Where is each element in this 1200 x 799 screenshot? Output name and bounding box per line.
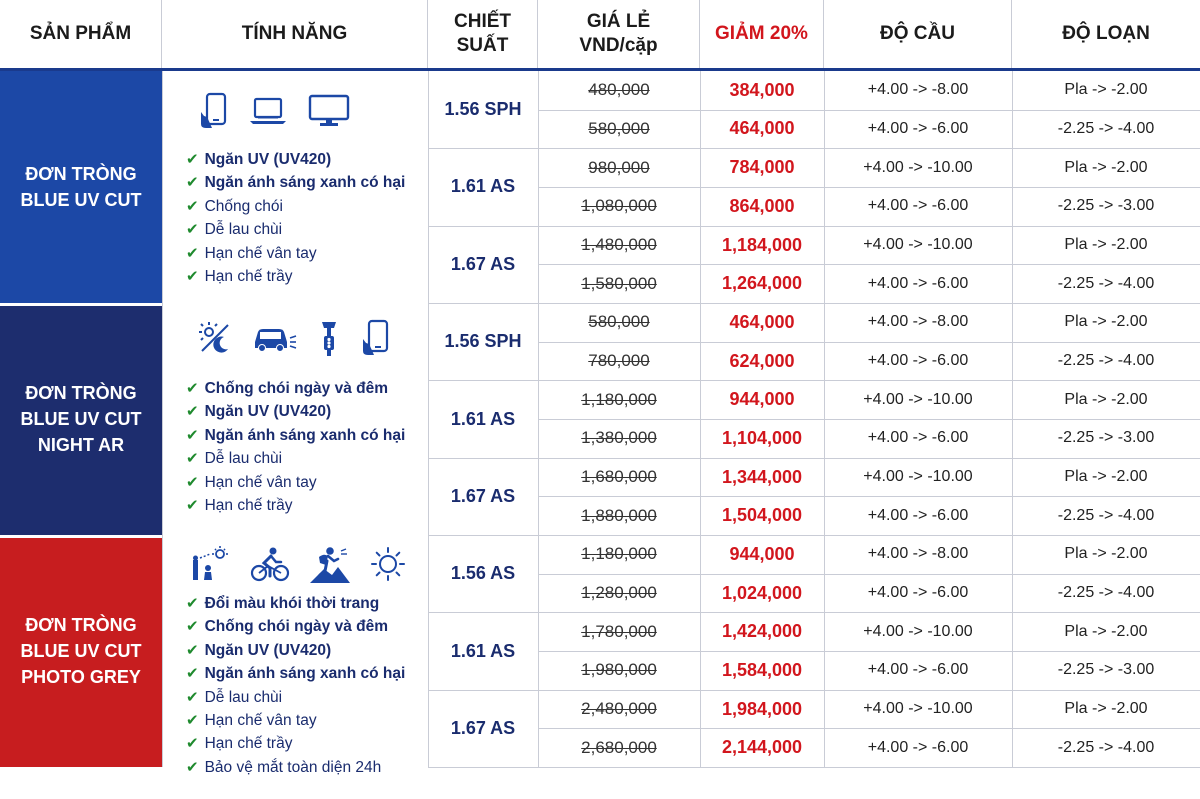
grid-line bbox=[428, 612, 1200, 613]
sphere-range: +4.00 -> -10.00 bbox=[863, 622, 973, 640]
check-icon: ✔ bbox=[186, 380, 199, 397]
feature-item bbox=[186, 148, 405, 171]
product-name-line: BLUE UV CUT bbox=[20, 641, 142, 662]
discount-price: 384,000 bbox=[729, 79, 795, 100]
header-retail-line2: VND/cặp bbox=[579, 35, 658, 56]
grid-line bbox=[428, 380, 1200, 381]
cylinder-range: Pla -> -2.00 bbox=[1064, 545, 1148, 563]
check-icon: ✔ bbox=[186, 268, 199, 286]
discount-price: 1,504,000 bbox=[721, 505, 803, 526]
feature-item bbox=[186, 471, 405, 494]
check-icon: ✔ bbox=[186, 197, 199, 215]
check-icon: ✔ bbox=[186, 151, 199, 168]
discount-price: 1,184,000 bbox=[721, 234, 803, 255]
feature-item bbox=[186, 686, 405, 709]
cylinder-range: Pla -> -2.00 bbox=[1064, 622, 1148, 640]
feature-item bbox=[186, 592, 405, 615]
retail-price: 1,780,000 bbox=[581, 621, 657, 641]
header-features: TÍNH NĂNG bbox=[162, 0, 428, 68]
retail-price: 1,980,000 bbox=[581, 660, 657, 680]
header-cylinder: ĐỘ LOẠN bbox=[1062, 23, 1150, 44]
product-cell bbox=[0, 303, 162, 535]
index-cell: 1.67 AS bbox=[450, 717, 516, 738]
sphere-range: +4.00 -> -6.00 bbox=[867, 584, 969, 602]
cyclist-icon bbox=[250, 546, 290, 582]
check-icon: ✔ bbox=[186, 641, 199, 659]
grid-line bbox=[0, 535, 428, 538]
sun-moon-icon bbox=[198, 321, 232, 355]
feature-item bbox=[186, 709, 405, 732]
sphere-range: +4.00 -> -6.00 bbox=[867, 738, 969, 756]
feature-text: Hạn chế trầy bbox=[204, 735, 293, 753]
feature-item bbox=[186, 494, 405, 517]
discount-price: 624,000 bbox=[729, 350, 795, 371]
retail-price: 2,680,000 bbox=[581, 737, 657, 757]
index-cell: 1.56 SPH bbox=[444, 99, 522, 120]
discount-price: 944,000 bbox=[729, 543, 795, 564]
retail-price: 1,480,000 bbox=[581, 235, 657, 254]
hiker-icon bbox=[310, 545, 350, 583]
retail-price: 1,380,000 bbox=[581, 428, 657, 448]
grid-line bbox=[428, 690, 1200, 691]
grid-line bbox=[428, 226, 1200, 227]
discount-price: 1,344,000 bbox=[721, 466, 803, 487]
product-cell bbox=[0, 71, 162, 303]
header-index bbox=[428, 0, 538, 68]
feature-item bbox=[186, 400, 405, 423]
feature-text: Ngăn ánh sáng xanh có hại bbox=[204, 665, 406, 683]
retail-price: 580,000 bbox=[588, 118, 650, 138]
discount-price: 864,000 bbox=[729, 195, 795, 216]
feature-item bbox=[186, 424, 405, 447]
discount-price: 944,000 bbox=[729, 389, 795, 410]
index-cell: 1.67 AS bbox=[450, 253, 516, 274]
sphere-range: +4.00 -> -8.00 bbox=[867, 545, 969, 563]
check-icon: ✔ bbox=[186, 712, 199, 730]
grid-line bbox=[428, 535, 1200, 536]
feature-icons bbox=[190, 545, 406, 583]
check-icon: ✔ bbox=[186, 244, 199, 262]
discount-price: 1,104,000 bbox=[721, 427, 803, 448]
check-icon: ✔ bbox=[186, 450, 199, 468]
index-cell: 1.61 AS bbox=[450, 408, 516, 429]
cylinder-range: Pla -> -2.00 bbox=[1064, 313, 1148, 331]
grid-line bbox=[538, 419, 1200, 420]
grid-line bbox=[538, 110, 1200, 111]
phone-hand-icon bbox=[198, 92, 228, 130]
sphere-range: +4.00 -> -8.00 bbox=[867, 81, 969, 99]
car-headlight-icon bbox=[252, 322, 298, 354]
product-name-line: NIGHT AR bbox=[37, 435, 125, 456]
check-icon: ✔ bbox=[186, 426, 199, 444]
discount-price: 1,984,000 bbox=[721, 698, 803, 719]
feature-text: Ngăn UV (UV420) bbox=[204, 151, 332, 168]
feature-text: Dễ lau chùi bbox=[204, 688, 283, 706]
product-cell bbox=[0, 535, 162, 767]
check-icon: ✔ bbox=[186, 735, 199, 753]
grid-line bbox=[428, 71, 429, 767]
retail-price: 1,580,000 bbox=[581, 273, 657, 293]
feature-item bbox=[186, 615, 405, 638]
sphere-range: +4.00 -> -6.00 bbox=[867, 506, 969, 524]
feature-text: Hạn chế vân tay bbox=[204, 244, 317, 262]
index-cell: 1.61 AS bbox=[450, 176, 516, 197]
retail-price: 1,280,000 bbox=[581, 583, 657, 603]
sphere-range: +4.00 -> -10.00 bbox=[863, 390, 973, 408]
header-product: SẢN PHẨM bbox=[0, 0, 162, 68]
index-cell: 1.56 AS bbox=[450, 563, 516, 584]
feature-text: Dễ lau chùi bbox=[204, 221, 283, 239]
retail-price: 1,180,000 bbox=[581, 544, 657, 564]
feature-text: Chống chói bbox=[204, 197, 283, 215]
retail-price: 1,880,000 bbox=[581, 505, 657, 525]
retail-price: 480,000 bbox=[588, 80, 650, 100]
feature-item bbox=[186, 756, 405, 779]
retail-price: 980,000 bbox=[588, 157, 650, 177]
grid-line bbox=[538, 651, 1200, 652]
grid-line bbox=[1012, 71, 1013, 767]
retail-price: 580,000 bbox=[588, 312, 650, 332]
cylinder-range: -2.25 -> -4.00 bbox=[1057, 352, 1155, 370]
feature-text: Ngăn UV (UV420) bbox=[204, 641, 332, 659]
check-icon: ✔ bbox=[186, 497, 199, 515]
check-icon: ✔ bbox=[186, 473, 199, 491]
retail-price: 780,000 bbox=[588, 351, 650, 371]
cylinder-range: Pla -> -2.00 bbox=[1064, 158, 1148, 176]
discount-price: 1,024,000 bbox=[721, 582, 803, 603]
header-sphere: ĐỘ CẦU bbox=[824, 0, 1012, 68]
cylinder-range: -2.25 -> -4.00 bbox=[1057, 274, 1155, 292]
feature-item bbox=[186, 218, 405, 241]
index-cell: 1.56 SPH bbox=[444, 331, 522, 352]
cylinder-range: -2.25 -> -3.00 bbox=[1057, 661, 1155, 679]
cylinder-range: Pla -> -2.00 bbox=[1064, 700, 1148, 718]
header-discount: GIẢM 20% bbox=[700, 0, 824, 68]
grid-line bbox=[428, 458, 1200, 459]
phone-hand-icon bbox=[360, 319, 390, 357]
feature-text: Hạn chế vân tay bbox=[204, 712, 317, 730]
cylinder-range: Pla -> -2.00 bbox=[1064, 236, 1148, 253]
cylinder-range: -2.25 -> -3.00 bbox=[1057, 429, 1155, 447]
discount-price: 464,000 bbox=[729, 311, 795, 332]
feature-item bbox=[186, 171, 405, 194]
grid-line bbox=[428, 148, 1200, 149]
grid-line bbox=[538, 496, 1200, 497]
cylinder-range: -2.25 -> -4.00 bbox=[1057, 584, 1155, 602]
product-name-line: PHOTO GREY bbox=[21, 667, 141, 688]
feature-item bbox=[186, 242, 405, 265]
product-name-line: ĐƠN TRÒNG bbox=[25, 615, 137, 636]
sphere-range: +4.00 -> -10.00 bbox=[863, 468, 973, 486]
feature-text: Bảo vệ mắt toàn diện 24h bbox=[204, 758, 382, 776]
feature-icons bbox=[198, 92, 350, 130]
grid-line bbox=[428, 767, 1200, 768]
feature-text: Chống chói ngày và đêm bbox=[204, 380, 389, 397]
grid-line bbox=[538, 728, 1200, 729]
sphere-range: +4.00 -> -6.00 bbox=[867, 274, 969, 292]
discount-price: 1,584,000 bbox=[721, 659, 803, 680]
cylinder-range: -2.25 -> -3.00 bbox=[1057, 197, 1155, 215]
sun-icon bbox=[370, 546, 406, 582]
sphere-range: +4.00 -> -10.00 bbox=[863, 158, 973, 176]
grid-line bbox=[538, 264, 1200, 265]
feature-text: Hạn chế vân tay bbox=[204, 473, 317, 491]
cylinder-range: Pla -> -2.00 bbox=[1064, 81, 1148, 99]
feature-list bbox=[186, 592, 405, 779]
feature-item bbox=[186, 662, 405, 685]
sphere-range: +4.00 -> -6.00 bbox=[867, 661, 969, 679]
sphere-range: +4.00 -> -10.00 bbox=[863, 700, 973, 718]
discount-price: 1,424,000 bbox=[721, 621, 803, 642]
feature-text: Ngăn UV (UV420) bbox=[204, 403, 332, 421]
laptop-icon bbox=[248, 96, 288, 126]
feature-text: Hạn chế trầy bbox=[204, 497, 293, 515]
retail-price: 1,180,000 bbox=[581, 389, 657, 409]
discount-price: 464,000 bbox=[729, 118, 795, 139]
index-cell: 1.61 AS bbox=[450, 640, 516, 661]
sphere-range: +4.00 -> -10.00 bbox=[863, 236, 973, 253]
feature-text: Đổi màu khói thời trang bbox=[204, 595, 380, 612]
feature-icons bbox=[198, 318, 390, 358]
discount-price: 1,264,000 bbox=[721, 273, 803, 294]
feature-item bbox=[186, 732, 405, 755]
header-index-line1: CHIẾT bbox=[454, 11, 511, 32]
feature-text: Hạn chế trầy bbox=[204, 268, 293, 286]
feature-item bbox=[186, 195, 405, 218]
cylinder-range: -2.25 -> -4.00 bbox=[1057, 738, 1155, 756]
feature-text: Chống chói ngày và đêm bbox=[204, 618, 389, 636]
check-icon: ✔ bbox=[186, 403, 199, 421]
feature-text: Ngăn ánh sáng xanh có hại bbox=[204, 174, 406, 192]
check-icon: ✔ bbox=[186, 174, 199, 192]
feature-item bbox=[186, 447, 405, 470]
grid-line bbox=[700, 71, 701, 767]
feature-list bbox=[186, 148, 405, 288]
grid-line bbox=[538, 187, 1200, 188]
header-retail-line1: GIÁ LẺ bbox=[586, 11, 651, 32]
grid-line bbox=[538, 574, 1200, 575]
sphere-range: +4.00 -> -8.00 bbox=[867, 313, 969, 331]
sphere-range: +4.00 -> -6.00 bbox=[867, 352, 969, 370]
retail-price: 1,080,000 bbox=[581, 196, 657, 216]
grid-line bbox=[538, 342, 1200, 343]
feature-text: Ngăn ánh sáng xanh có hại bbox=[204, 426, 406, 444]
discount-price: 2,144,000 bbox=[721, 737, 803, 758]
retail-price: 2,480,000 bbox=[581, 699, 657, 719]
feature-item bbox=[186, 377, 405, 400]
header-retail bbox=[538, 0, 700, 68]
product-name-line: BLUE UV CUT bbox=[20, 409, 142, 430]
check-icon: ✔ bbox=[186, 688, 199, 706]
cylinder-range: Pla -> -2.00 bbox=[1064, 468, 1148, 486]
feature-text: Dễ lau chùi bbox=[204, 450, 283, 468]
cylinder-range: Pla -> -2.00 bbox=[1064, 390, 1148, 408]
feature-item bbox=[186, 265, 405, 288]
cylinder-range: -2.25 -> -4.00 bbox=[1057, 119, 1155, 137]
discount-price: 784,000 bbox=[729, 157, 795, 178]
grid-line bbox=[0, 303, 428, 306]
header-index-line2: SUẤT bbox=[456, 35, 509, 56]
sphere-range: +4.00 -> -6.00 bbox=[867, 429, 969, 447]
monitor-icon bbox=[308, 94, 350, 128]
product-name-line: ĐƠN TRÒNG bbox=[25, 164, 137, 184]
cylinder-range: -2.25 -> -4.00 bbox=[1057, 506, 1155, 524]
street-light-icon bbox=[318, 318, 340, 358]
check-icon: ✔ bbox=[186, 595, 199, 612]
check-icon: ✔ bbox=[186, 618, 199, 636]
grid-line bbox=[824, 71, 825, 767]
product-name-line: ĐƠN TRÒNG bbox=[25, 383, 137, 404]
retail-price: 1,680,000 bbox=[581, 467, 657, 487]
grid-line bbox=[538, 71, 539, 767]
check-icon: ✔ bbox=[186, 221, 199, 239]
sphere-range: +4.00 -> -6.00 bbox=[867, 197, 969, 215]
check-icon: ✔ bbox=[186, 665, 199, 683]
grid-line bbox=[162, 71, 163, 767]
check-icon: ✔ bbox=[186, 758, 199, 776]
feature-list bbox=[186, 377, 405, 517]
feature-item bbox=[186, 639, 405, 662]
grid-line bbox=[428, 303, 1200, 304]
child-sun-icon bbox=[190, 546, 230, 582]
sphere-range: +4.00 -> -6.00 bbox=[867, 119, 969, 137]
product-name-line: BLUE UV CUT bbox=[20, 190, 142, 210]
index-cell: 1.67 AS bbox=[450, 485, 516, 506]
